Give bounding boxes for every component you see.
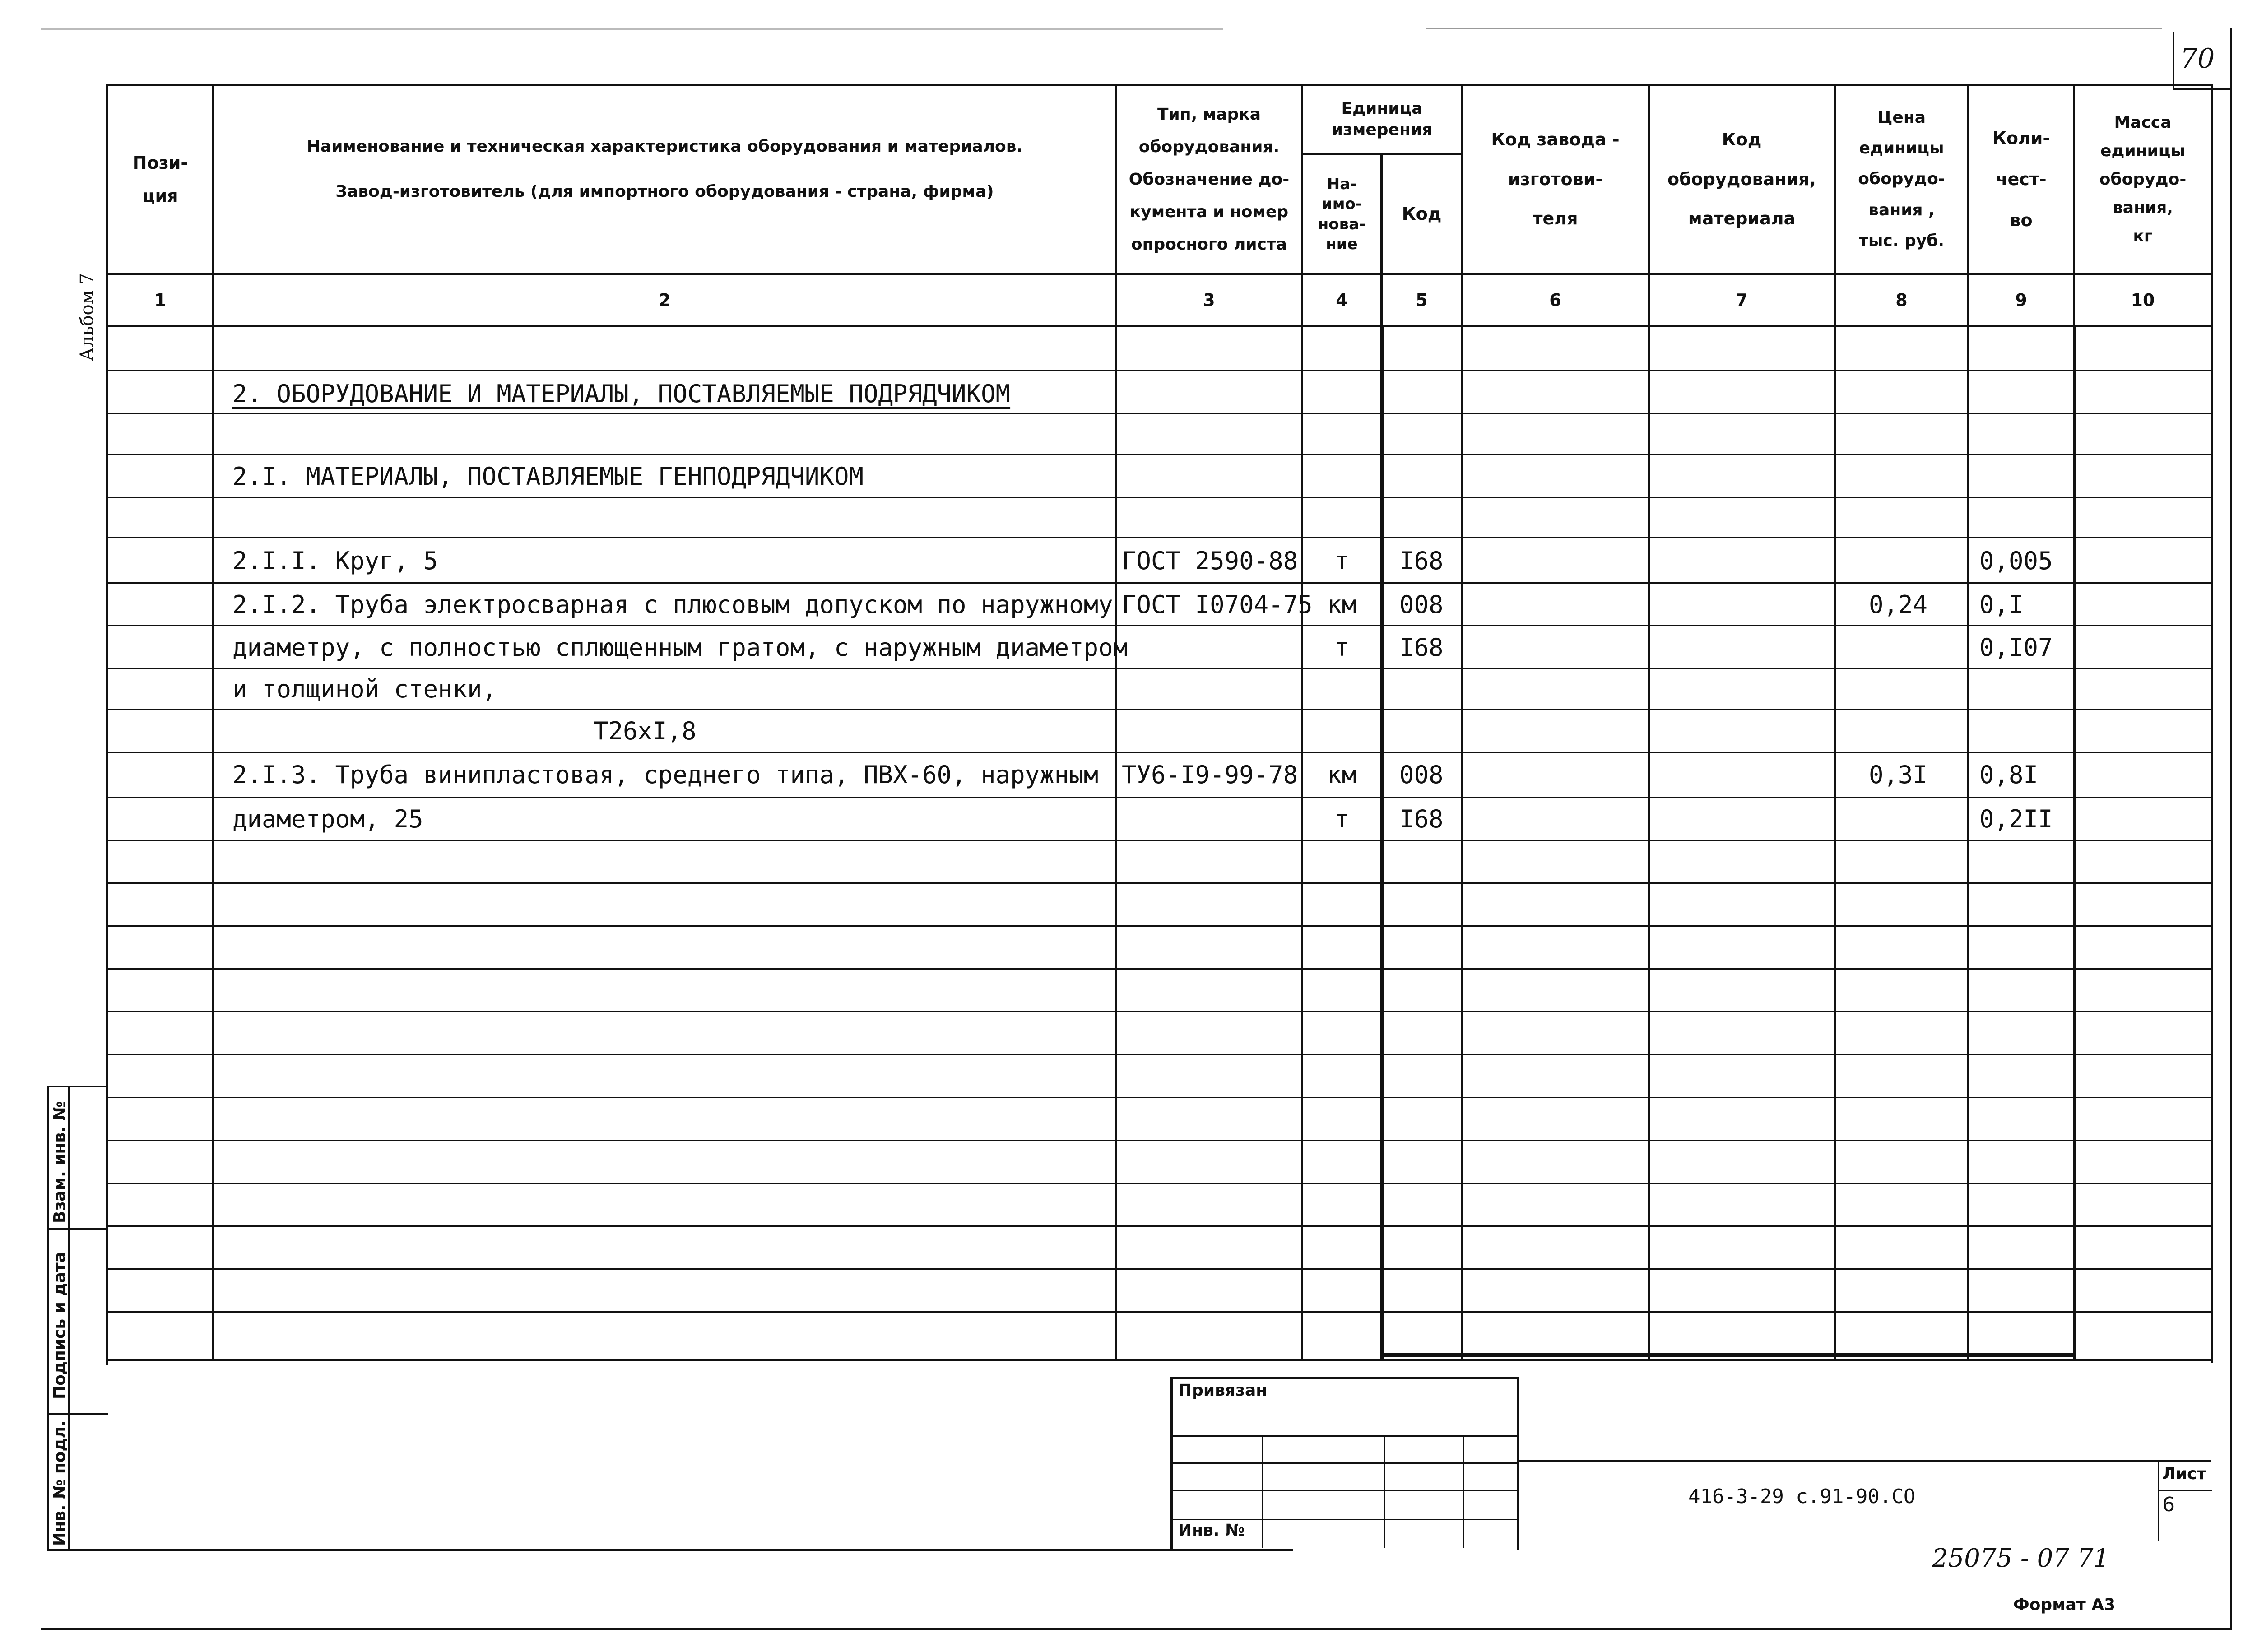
header-unit: Единица измерения <box>1331 99 1433 139</box>
col-number-5: 5 <box>1416 290 1428 310</box>
stamp-privyazan: Привязан <box>1178 1381 1268 1400</box>
col-number-8: 8 <box>1895 290 1908 310</box>
item-2-1-3-qty: 0,8I <box>1979 761 2039 789</box>
item-2-1-3-price: 0,3I <box>1869 761 1928 789</box>
handwritten-number: 25075 - 07 71 <box>1932 1544 2109 1573</box>
item-2-1-3-code: 008 <box>1399 761 1444 789</box>
stamp-list-label: Лист <box>2162 1465 2206 1483</box>
item-2-1-1-name: 2.I.I. Круг, 5 <box>232 547 438 575</box>
item-2-1-3-doc: ТУ6-I9-99-78 <box>1122 761 1298 789</box>
album-label: Альбом 7 <box>77 273 98 361</box>
section-2-title: 2. ОБОРУДОВАНИЕ И МАТЕРИАЛЫ, ПОСТАВЛЯЕМЫЕ ПОДРЯДЧИКОМ <box>232 380 1011 408</box>
format-label: Формат А3 <box>2013 1596 2116 1614</box>
header-mass: Масса единицы оборудо- вания, кг <box>2099 113 2187 246</box>
item-2-1-2-unit: км <box>1327 590 1357 619</box>
item-2-1-2-price: 0,24 <box>1869 590 1928 619</box>
header-name: Наименование и техническая характеристика оборудования и материалов. <box>307 137 1023 156</box>
item-2-1-3-name: 2.I.3. Труба винипластовая, среднего типа, ПВХ-60, наружным <box>232 761 1099 789</box>
stamp-list-value: 6 <box>2162 1493 2175 1516</box>
header-price: Цена единицы оборудо- вания , тыс. руб. <box>1858 108 1945 251</box>
item-2-1-3-unit: км <box>1327 761 1357 789</box>
col-number-2: 2 <box>659 290 671 310</box>
side-stamp-inv-podl: Инв. № подл. <box>51 1420 69 1546</box>
item-2-1-2-code: 008 <box>1399 590 1444 619</box>
section-2-1-title: 2.I. МАТЕРИАЛЫ, ПОСТАВЛЯЕМЫЕ ГЕНПОДРЯДЧИКОМ <box>232 462 864 491</box>
item-2-1-2-name-line3: и толщиной стенки, <box>232 675 497 703</box>
side-stamp-vzam: Взам. инв. № <box>51 1101 69 1223</box>
header-unit-code: Код <box>1402 204 1442 224</box>
header-type: Тип, марка оборудования. Обозначение до- кумента и номер опросного листа <box>1128 105 1290 254</box>
corner-sheet-number: 70 <box>2180 43 2215 74</box>
header-factory-code: Код завода - изготови- теля <box>1491 130 1620 229</box>
col-number-1: 1 <box>154 290 167 310</box>
item-2-1-3-unit-t: т <box>1334 804 1349 833</box>
stamp-document-code: 416-3-29 с.91-90.CO <box>1688 1485 1916 1508</box>
item-2-1-2-unit-t: т <box>1334 633 1349 662</box>
item-2-1-2-name-line2: диаметру, с полностью сплющенным гратом, с наружным диаметром <box>232 633 1128 662</box>
item-2-1-1-unit: т <box>1334 547 1349 575</box>
item-2-1-2-size: Т26хI,8 <box>594 716 697 745</box>
side-stamp-signature-date: Подпись и дата <box>51 1252 69 1399</box>
header-manufacturer: Завод-изготовитель (для импортного оборудования - страна, фирма) <box>335 182 994 201</box>
item-2-1-2-doc: ГОСТ I0704-75 <box>1122 590 1313 619</box>
item-2-1-2-qty-t: 0,I07 <box>1979 633 2053 662</box>
item-2-1-3-qty-t: 0,2II <box>1979 804 2053 833</box>
item-2-1-1-doc: ГОСТ 2590-88 <box>1122 547 1298 575</box>
header-quantity: Коли- чест- во <box>1992 128 2050 231</box>
item-2-1-2-code-t: I68 <box>1399 633 1444 662</box>
col-number-7: 7 <box>1736 290 1748 310</box>
item-2-1-3-name-line2: диаметром, 25 <box>232 804 423 833</box>
item-2-1-1-code: I68 <box>1399 547 1444 575</box>
header-equipment-code: Код оборудования, материала <box>1667 130 1816 229</box>
header-position: Пози- ция <box>132 153 188 206</box>
col-number-3: 3 <box>1203 290 1215 310</box>
col-number-6: 6 <box>1549 290 1561 310</box>
item-2-1-1-qty: 0,005 <box>1979 547 2053 575</box>
item-2-1-2-qty: 0,I <box>1979 590 2024 619</box>
item-2-1-2-name: 2.I.2. Труба электросварная с плюсовым допуском по наружному <box>232 590 1113 619</box>
col-number-10: 10 <box>2131 290 2155 310</box>
item-2-1-3-code-t: I68 <box>1399 804 1444 833</box>
stamp-inv-no: Инв. № <box>1178 1521 1245 1540</box>
header-unit-name: На- имо- нова- ние <box>1318 175 1366 253</box>
col-number-9: 9 <box>2015 290 2027 310</box>
col-number-4: 4 <box>1336 290 1348 310</box>
